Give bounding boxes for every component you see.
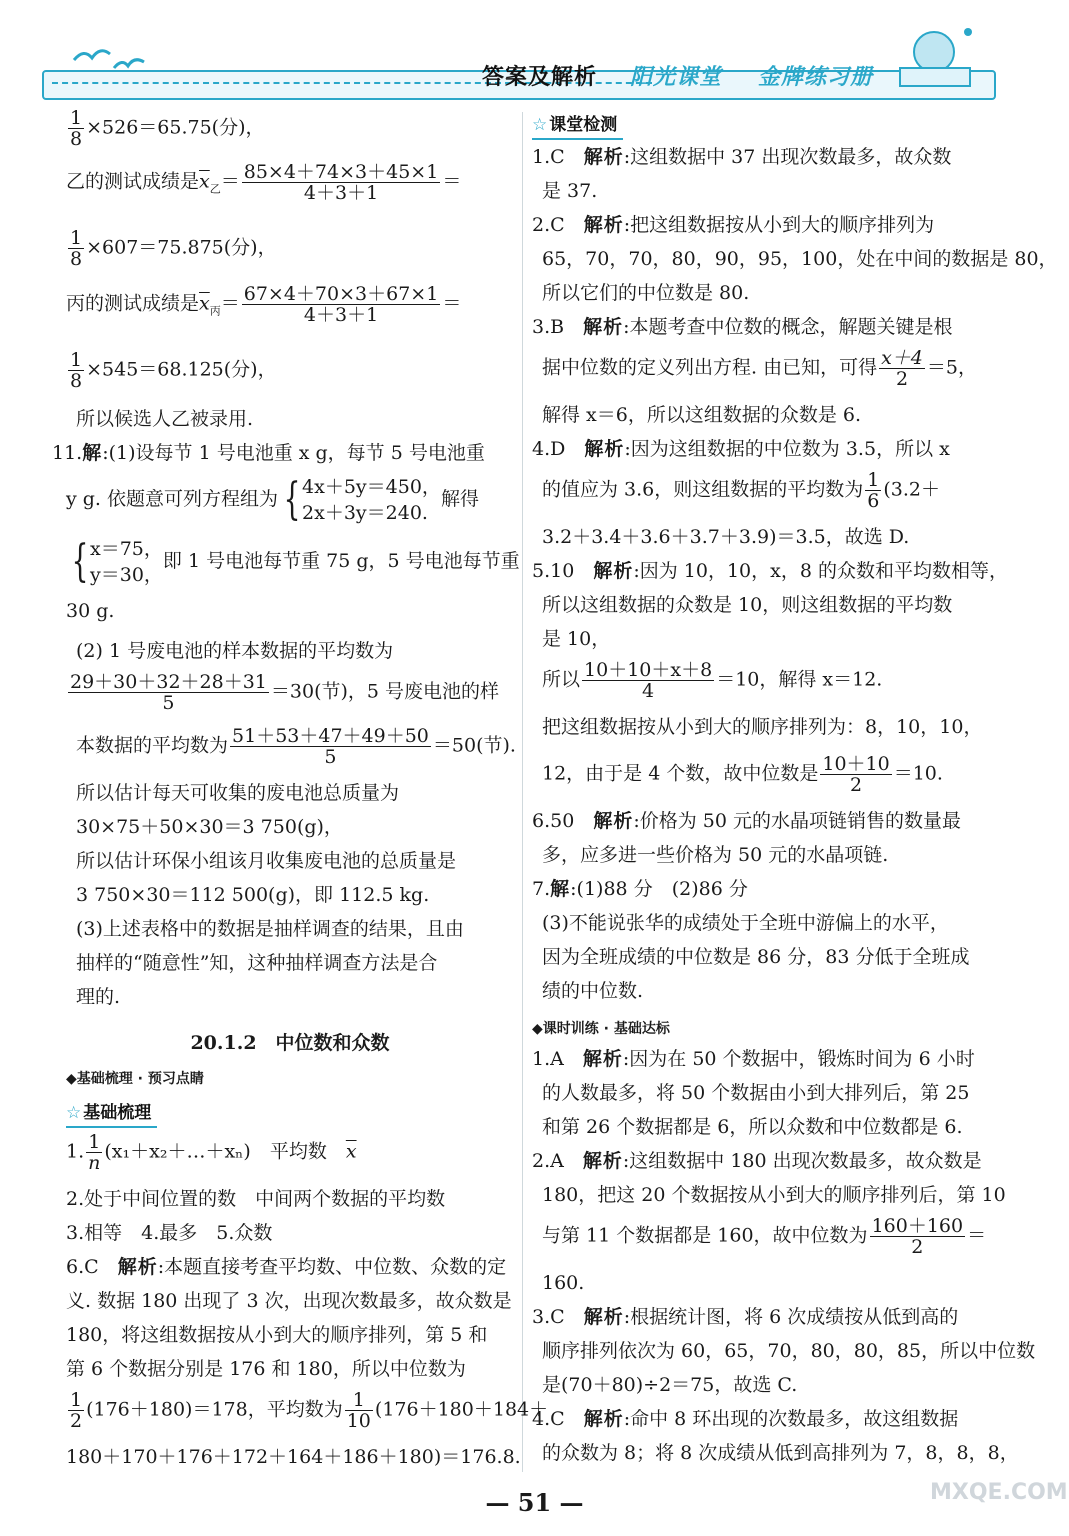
text-line: 义. 数据 180 出现了 3 次，出现次数最多，故众数是	[66, 1290, 512, 1312]
fraction: $\frac{1}{2}$	[70, 1389, 83, 1432]
text-line: 的众数为 8；将 8 次成绩从低到高排列为 7，8，8，8，	[542, 1442, 1019, 1464]
section-banner: ◆基础梳理 · 预习点睛	[66, 1071, 204, 1087]
text-line: 3.2＋3.4＋3.6＋3.7＋3.9)＝3.5，故选 D.	[542, 526, 910, 548]
text-line: 绩的中位数.	[542, 980, 644, 1002]
text-line: y g. 依题意可列方程组为 { 4x＋5y＝450， 2x＋3y＝240. 解得	[66, 474, 479, 525]
fraction: $\frac{67\times 4+70\times 3+67\times 1}{4+3+1}$	[243, 283, 439, 326]
fraction: $\frac{1}{n}$	[88, 1131, 101, 1174]
text-line: 3 750×30＝112 500(g)，即 112.5 kg.	[76, 884, 430, 906]
text-line: 解得 x＝6，所以这组数据的众数是 6.	[542, 404, 862, 426]
text-line: 180，把这 20 个数据按从小到大的顺序排列后，第 10	[542, 1184, 1006, 1206]
star-icon: ☆	[532, 115, 548, 135]
diamond-icon: ◆	[66, 1071, 77, 1087]
header-answers-label: 答案及解析	[482, 65, 598, 90]
fraction: $\frac{1}{8}$	[70, 349, 83, 392]
text-line: 因为全班成绩的中位数是 86 分，83 分低于全班成	[542, 946, 970, 968]
question-11: 11.解:(1)设每节 1 号电池重 x g，每节 5 号电池重	[52, 442, 485, 464]
text-line: 多，应多进一些价格为 50 元的水晶项链.	[542, 844, 889, 866]
text-line: (3)不能说张华的成绩处于全班中游偏上的水平，	[542, 912, 949, 934]
fraction: $\frac{10+10}{2}$	[822, 753, 890, 796]
text-line: $\frac{1}{8}$ ×545＝68.125(分)，	[70, 349, 277, 392]
question-4: 4.D 解析:因为这组数据的中位数为 3.5，所以 x	[532, 438, 950, 460]
text-line: 所以候选人乙被录用.	[76, 408, 254, 430]
question-1: 1.A 解析:因为在 50 个数据中，锻炼时间为 6 小时	[532, 1048, 975, 1070]
text-line: 和第 26 个数据都是 6，所以众数和中位数都是 6.	[542, 1116, 963, 1138]
text-line: 所以 $\frac{10+10+x+8}{4}$ ＝10，解得 x＝12.	[542, 659, 883, 702]
question-4: 4.C 解析:命中 8 环出现的次数最多，故这组数据	[532, 1408, 959, 1430]
text-line: 180，将这组数据按从小到大的顺序排列，第 5 和	[66, 1324, 488, 1346]
fraction: $\frac{1}{8}$	[70, 107, 83, 150]
fraction: $\frac{1}{8}$	[70, 227, 83, 270]
text-line: 所以估计每天可收集的废电池总质量为	[76, 782, 400, 804]
text-line: 据中位数的定义列出方程. 由已知，可得 $\frac{x+4}{2}$ ＝5，	[542, 347, 977, 390]
right-column	[532, 108, 1058, 1474]
column-divider	[522, 112, 523, 1472]
text-line: 的值应为 3.6，则这组数据的平均数为 $\frac{1}{6}$ (3.2＋	[542, 469, 940, 512]
text-line: 2.处于中间位置的数 中间两个数据的平均数	[66, 1188, 446, 1210]
question-3: 3.C 解析:根据统计图，将 6 次成绩按从低到高的	[532, 1306, 959, 1328]
text-line: 所以估计环保小组该月收集废电池的总质量是	[76, 850, 457, 872]
solution-system: x＝75， y＝30，	[90, 538, 163, 586]
text-line: 丙的测试成绩是$\overline{x}_丙=$ $\frac{67\times 4+70\times 3+67\times 1}{4+3+1}$ ＝	[66, 283, 462, 326]
watermark: MXQE.COM	[930, 1480, 1068, 1505]
header-book-title: 金牌练习册	[758, 65, 874, 90]
diamond-icon: ◆	[532, 1021, 543, 1037]
text-line: $\frac{1}{2}$ (176＋180)＝178，平均数为 $\frac{1}{10}$ (176＋180＋184＋	[70, 1389, 549, 1432]
text-line: 理的.	[76, 986, 121, 1008]
text-line: 乙的测试成绩是$\overline{x}_乙=$ $\frac{85\times 4+74\times 3+45\times 1}{4+3+1}$ ＝	[66, 161, 462, 204]
text-line: 是(70＋80)÷2＝75，故选 C.	[542, 1374, 798, 1396]
text-line: $\frac{1}{8}$ ×526＝65.75(分)，	[70, 107, 265, 150]
text-line: 把这组数据按从小到大的顺序排列为：8，10，10，	[542, 716, 983, 738]
fraction: $\frac{51+53+47+49+50}{5}$	[232, 725, 429, 768]
text-line: 3.相等 4.最多 5.众数	[66, 1222, 273, 1244]
question-6: 6.50 解析:价格为 50 元的水晶项链销售的数量最	[532, 810, 962, 832]
text-line: 65，70，70，80，90，95，100，处在中间的数据是 80，	[542, 248, 1058, 270]
text-line: 是 10，	[542, 628, 611, 650]
fraction: $\frac{85\times 4+74\times 3+45\times 1}{4+3+1}$	[243, 161, 439, 204]
text-line: $\frac{1}{8}$ ×607＝75.875(分)，	[70, 227, 277, 270]
text-line: $\frac{29+30+32+28+31}{5}$ ＝30(节)，5 号废电池的样	[70, 671, 500, 714]
text-line: 的人数最多，将 50 个数据由小到大排列后，第 25	[542, 1082, 970, 1104]
fraction: $\frac{29+30+32+28+31}{5}$	[70, 671, 267, 714]
fraction: $\frac{1}{6}$	[867, 469, 880, 512]
equation-system: 4x＋5y＝450， 2x＋3y＝240.	[302, 476, 441, 524]
star-icon: ☆	[66, 1103, 82, 1123]
globe-decoration-icon	[890, 18, 980, 98]
section-title: 20.1.2 中位数和众数	[190, 1032, 390, 1054]
text-line: 是 37.	[542, 180, 598, 202]
text-line: 本数据的平均数为 $\frac{51+53+47+49+50}{5}$ ＝50(节).	[76, 725, 516, 768]
question-5: 5.10 解析:因为 10，10，x，8 的众数和平均数相等，	[532, 560, 1008, 582]
text-line: (3)上述表格中的数据是抽样调查的结果，且由	[76, 918, 464, 940]
text-line: 所以这组数据的众数是 10，则这组数据的平均数	[542, 594, 953, 616]
subsection-chip: ☆ 基础梳理	[66, 1100, 157, 1128]
text-line: 第 6 个数据分别是 176 和 180，所以中位数为	[66, 1358, 466, 1380]
text-line: 抽样的“随意性”知，这种抽样调查方法是合	[76, 952, 438, 974]
page-number: — 51 —	[485, 1488, 584, 1517]
left-column	[52, 107, 549, 1478]
question-6: 6.C 解析:本题直接考查平均数、中位数、众数的定	[66, 1256, 507, 1278]
page-header	[0, 0, 1069, 110]
fraction: $\frac{160+160}{2}$	[871, 1215, 964, 1258]
text-line: 30 g.	[66, 600, 115, 622]
text-line: 160.	[542, 1272, 585, 1294]
question-2: 2.C 解析:把这组数据按从小到大的顺序排列为	[532, 214, 935, 236]
question-3: 3.B 解析:本题考查中位数的概念，解题关键是根	[532, 316, 953, 338]
header-series-title: 阳光课堂	[630, 65, 723, 90]
text-line: (2) 1 号废电池的样本数据的平均数为	[76, 640, 394, 662]
text-line: 12，由于是 4 个数，故中位数是 $\frac{10+10}{2}$ ＝10.	[542, 753, 943, 796]
text-line: 与第 11 个数据都是 160，故中位数为 $\frac{160+160}{2}$ ＝	[542, 1215, 987, 1258]
text-line: 1. $\frac{1}{n}$ (x₁＋x₂＋…＋xₙ) 平均数 $\overline{x}$	[66, 1131, 357, 1174]
fraction: $\frac{10+10+x+8}{4}$	[584, 659, 713, 702]
fraction: $\frac{x+4}{2}$	[881, 347, 923, 390]
text-line: 所以它们的中位数是 80.	[542, 282, 750, 304]
question-7: 7.解:(1)88 分 (2)86 分	[532, 878, 748, 900]
text-line: 顺序排列依次为 60，65，70，80，80，85，所以中位数	[542, 1340, 1036, 1362]
question-2: 2.A 解析:这组数据中 180 出现次数最多，故众数是	[532, 1150, 982, 1172]
text-line: { x＝75， y＝30， 即 1 号电池每节重 75 g，5 号电池每节重	[71, 536, 520, 587]
question-1: 1.C 解析:这组数据中 37 出现次数最多，故众数	[532, 146, 952, 168]
subsection-chip: ☆ 课堂检测	[532, 112, 623, 140]
fraction: $\frac{1}{10}$	[346, 1389, 371, 1432]
text-line: 30×75＋50×30＝3 750(g)，	[76, 816, 343, 838]
section-banner: ◆课时训练 · 基础达标	[532, 1021, 670, 1037]
text-line: 180＋170＋176＋172＋164＋186＋180)＝176.8.	[66, 1446, 521, 1468]
